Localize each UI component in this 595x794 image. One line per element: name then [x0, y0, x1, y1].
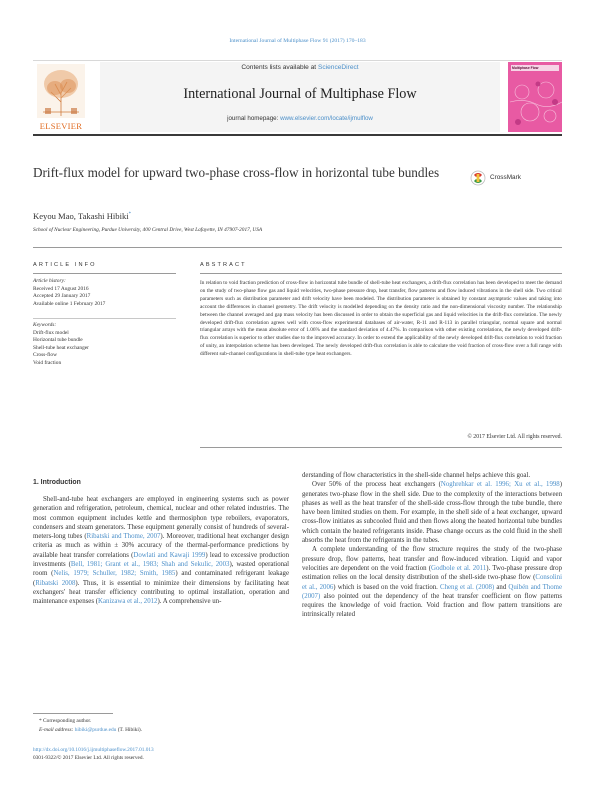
keywords-block: [33, 322, 176, 367]
citation-link[interactable]: Godbole et al. 2011: [431, 564, 487, 572]
keyword: Void fraction: [33, 359, 62, 366]
contents-line: [100, 64, 500, 71]
citation-link[interactable]: Nelis, 1979; Schuller, 1982; Smith, 1985: [53, 570, 176, 578]
citation-link[interactable]: Ribatski 2008: [35, 579, 76, 587]
email-link[interactable]: hibiki@purdue.edu: [74, 726, 117, 733]
journal-title: International Journal of Multiphase Flow: [183, 86, 417, 102]
paragraph-text: also pointed out the dependency of the heat transfer coefficient on flow patterns requires the knowledge of void fraction. Void fraction and flow pattern transitions are intrinsically related: [302, 592, 562, 619]
footnote-rule: [33, 713, 113, 714]
email-suffix: (T. Hibiki).: [116, 726, 143, 733]
article-info-rule: [33, 273, 176, 274]
affiliation: School of Nuclear Engineering, Purdue University, 400 Central Drive, West Lafayette, IN 47907-2017, USA: [33, 227, 263, 233]
body-column-left: [33, 495, 289, 607]
online-date: Available online 1 February 2017: [33, 300, 106, 307]
section-heading-introduction: 1. Introduction: [33, 479, 81, 486]
abstract-rule: [200, 273, 562, 274]
cover-title: Multiphase Flow: [511, 65, 559, 71]
paragraph-text: ). A comprehensive un-: [157, 598, 222, 606]
citation-link[interactable]: Cheng et al. (2008): [440, 583, 495, 591]
citation-link[interactable]: Ribatski and Thome, 2007: [86, 533, 161, 541]
citation-link[interactable]: Dowlati and Kawaji 1999: [133, 551, 206, 559]
keyword: Cross-flow: [33, 352, 57, 358]
homepage-prefix: journal homepage:: [227, 115, 281, 122]
publisher-name: ELSEVIER: [39, 121, 83, 131]
article-history: [33, 278, 176, 308]
sciencedirect-link[interactable]: ScienceDirect: [317, 64, 359, 71]
header-bottom-rule: [33, 134, 562, 136]
paragraph-text: ) generates two-phase flow in the shell side. Due to the complexity of the interactions between phases as well as the heat transfer of the shell-side cross-flow through the tube bundle, there have been limited studies on them. For example, in the shell side of a heat exchanger, upward cross-flow initiates as subcooled fluid and then flows along the heated horizontal tube bundles which contain the heated refrigerants inside. Phase change occurs as the cold fluid in the shell absorbs the heat from the refrigerants in the tubes.: [302, 481, 562, 545]
received-date: Received 17 August 2016: [33, 285, 89, 292]
history-label: Article history:: [33, 278, 66, 284]
paragraph-text: ). Thus, it is essential to minimize their dimensions by facilitating heat exchangers' heat transfer efficiency contributing to optimal installation, operation and maintenance expenses (: [33, 579, 289, 606]
footnote: [33, 717, 289, 734]
homepage-line: [100, 115, 500, 122]
keyword: Drift-flux model: [33, 329, 69, 336]
citation-link[interactable]: Noghrehkar et al. 1996; Xu et al., 1998: [440, 481, 560, 489]
abstract-text: In relation to void fraction prediction of cross-flow in horizontal tube bundle of shell-tube heat exchangers, a drift-flux correlation has been developed to meet the demand on the study of two-phase flow gas and liquid velocities, two-phase pressure drop, heat transfer, flow patterns and flow induced vibrations in the shell side. Two critical parameters such as distribution parameter and drift velocity have been modeled. The distribution parameter is obtained by constant asymptotic values and taking into account the differences in channel geometry. The drift velocity is modelled depending on the density ratio and the non-dimensional viscosity number. The relationship between the channel averaged and gap mass velocity has been discussed in order to obtain the superficial gas and liquid velocities in the drift-flux correlation. The newly developed drift-flux correlation agrees well with cross-flow experimental databases of air-water, R-11 and R-113 in parallel triangular, normal square and normal triangular arrays with the mean absolute error of 1.06% and the standard deviation of 4.47%. In comparison with other existing correlations, the newly developed drift-flux correlation is superior to other studies due to the improved accuracy. In order to extend the applicability of the newly developed drift-flux correlation to void fraction of unity, an interpolation scheme has been developed. The newly developed drift-flux correlation is able to calculate the void fraction of cross-flow over a full range with different sub-channel configurations in shell-tube type heat exchangers.: [200, 280, 562, 358]
accepted-date: Accepted 29 January 2017: [33, 293, 91, 299]
authors-names: Keyou Mao, Takashi Hibiki: [33, 211, 129, 221]
paragraph-text: ). Moreover, traditional heat exchanger design criteria as much as within ± 30% accuracy of the thermal-performance predictions by available heat transfer correlations (: [33, 533, 289, 559]
crossmark-icon[interactable]: [470, 170, 486, 186]
paragraph-text: ) lead to excessive production investments (: [33, 551, 289, 569]
paragraph: [302, 480, 562, 545]
page-footer: [33, 746, 333, 762]
paragraph-text: ) which is based on the void fraction.: [333, 583, 441, 591]
doi-link[interactable]: http://dx.doi.org/10.1016/j.ijmultiphaseflow.2017.01.013: [33, 747, 154, 753]
keywords-label: Keywords:: [33, 322, 57, 328]
citation-link[interactable]: Consolini et al., 2006: [302, 574, 562, 591]
paragraph-text: Over 50% of the process heat exchangers (: [312, 481, 441, 489]
crossmark-label[interactable]: CrossMark: [490, 174, 521, 181]
abstract-copyright: © 2017 Elsevier Ltd. All rights reserved.: [467, 434, 562, 440]
paragraph-text: and: [494, 583, 509, 591]
article-title: Drift-flux model for upward two-phase cross-flow in horizontal tube bundles: [33, 165, 440, 180]
article-info-heading: ARTICLE INFO: [33, 262, 97, 268]
email-label: E-mail address:: [39, 726, 75, 733]
cover-artwork: [508, 62, 562, 132]
citation-link[interactable]: Kanizawa et al., 2012: [98, 598, 158, 606]
author-list: [33, 211, 131, 221]
paragraph-text: ). Two-phase pressure drop estimation relies on the local density distribution of the shell-side two-phase flow (: [302, 564, 562, 582]
paragraph-text: Shell-and-tube heat exchangers are employed in engineering systems such as power generation and refrigeration, petroleum, chemical, nuclear and other related industries. The most common equipment includes kettle and thermosiphon type reboilers, evaporators, condensers and steam generators. These equipment generally consist of hundreds of several-meters-long tubes (: [33, 496, 289, 541]
contents-prefix: Contents lists available at: [241, 64, 318, 71]
keyword: Shell-tube heat exchanger: [33, 344, 89, 351]
journal-citation[interactable]: International Journal of Multiphase Flow 91 (2017) 170–183: [229, 38, 366, 44]
journal-cover-thumbnail[interactable]: [508, 62, 562, 132]
citation-link[interactable]: Quibén and Thome (2007): [302, 583, 562, 600]
keywords-rule: [33, 318, 176, 319]
paragraph: [302, 545, 562, 619]
issn-line: 0301-9322/© 2017 Elsevier Ltd. All rights reserved.: [33, 755, 144, 761]
title-rule: [33, 247, 562, 248]
body-column-right: [302, 471, 562, 620]
citation-link[interactable]: Bell, 1981; Grant et al., 1983; Shah and Sekulic, 2003: [70, 561, 230, 569]
email-line: [33, 726, 289, 735]
paragraph-text: ) and contaminated refrigerant leakage (: [33, 570, 290, 587]
abstract-heading: ABSTRACT: [200, 262, 247, 268]
header-top-rule: [33, 60, 562, 61]
keyword: Horizontal tube bundle: [33, 337, 83, 343]
corresponding-author-mark[interactable]: *: [128, 212, 132, 218]
paragraph-text: A complete understanding of the flow structure requires the study of the two-phase pressure drop, flow patterns, heat transfer and flow-induced vibration. Liquid and vapor velocities are dependent on the void fraction (: [302, 546, 562, 572]
abstract-bottom-rule: [200, 447, 562, 448]
corresponding-author-note: * Corresponding author.: [39, 718, 92, 724]
paragraph: derstanding of flow characteristics in the shell-side channel helps achieve this goal.: [302, 472, 531, 479]
journal-homepage-link[interactable]: www.elsevier.com/locate/ijmulflow: [280, 115, 373, 122]
paragraph-text: ), wasted operational room (: [33, 561, 289, 578]
